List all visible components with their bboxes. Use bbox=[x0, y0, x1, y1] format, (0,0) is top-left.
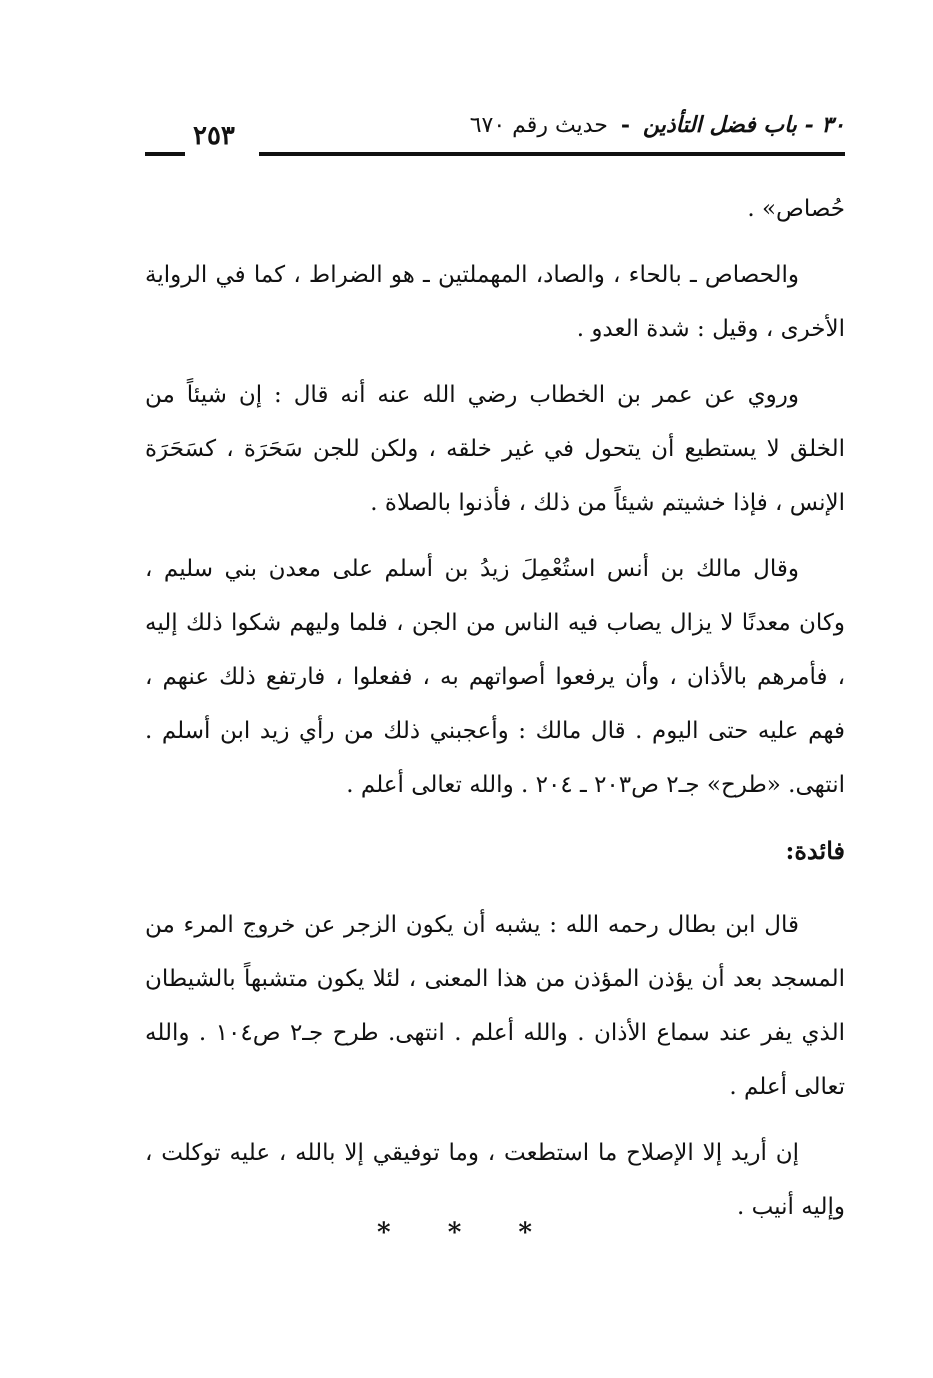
paragraph-ibn-battal: قال ابن بطال رحمه الله : يشبه أن يكون الزجر عن خروج المرء من المسجد بعد أن يؤذن المؤذن من هذا المعنى ، لئلا يكون متشبهاً بالشيطان الذي يفر عند سماع الأذان . والله أعلم . انتهى. طرح جـ٢ ص١٠٤ . والله تعالى أعلم . bbox=[145, 912, 845, 1100]
header-rule bbox=[259, 152, 845, 156]
paragraph-umar: وروي عن عمر بن الخطاب رضي الله عنه أنه قال : إن شيئاً من الخلق لا يستطيع أن يتحول في غير خلقه ، ولكن للجن سَحَرَة ، كسَحَرَة الإنس ، فإذا خشيتم شيئاً من ذلك ، فأذنوا بالصلاة . bbox=[145, 382, 845, 516]
paragraph-hisas: والحصاص ـ بالحاء ، والصاد، المهملتين ـ هو الضراط ، كما في الرواية الأخرى ، وقيل : شدة العدو . bbox=[145, 262, 845, 342]
benefit-heading: فائدة: bbox=[785, 836, 845, 865]
page-header bbox=[145, 108, 845, 158]
page-body bbox=[145, 182, 845, 1246]
page-number: ٢٥٣ bbox=[193, 121, 235, 151]
paragraph-malik: وقال مالك بن أنس استُعْمِلَ زيدُ بن أسلم على معدن بني سليم ، وكان معدنًا لا يزال يصاب فيه الناس من الجن ، فلما وليهم شكوا ذلك إليه ، فأمرهم بالأذان ، وأن يرفعوا أصواتهم به ، ففعلوا ، فارتفع ذلك عنهم ، فهم عليه حتى اليوم . قال مالك : وأعجبني ذلك من رأي زيد ابن أسلم . انتهى. «طرح» جـ٢ ص٢٠٣ ـ ٢٠٤ . والله تعالى أعلم . bbox=[145, 556, 845, 798]
hadith-number: حديث رقم ٦٧٠ bbox=[469, 113, 608, 138]
header-separator: - bbox=[620, 112, 630, 138]
section-end-stars: * * * bbox=[377, 1218, 556, 1248]
running-head bbox=[470, 110, 845, 141]
paragraph-closing: إن أريد إلا الإصلاح ما استطعت ، وما توفيقي إلا بالله ، عليه توكلت ، وإليه أنيب . bbox=[145, 1140, 845, 1220]
chapter-title: ٣٠ - باب فضل التأذين bbox=[642, 112, 845, 138]
paragraph-continuation: حُصاص» . bbox=[747, 196, 845, 222]
page-number-dash bbox=[145, 152, 185, 156]
